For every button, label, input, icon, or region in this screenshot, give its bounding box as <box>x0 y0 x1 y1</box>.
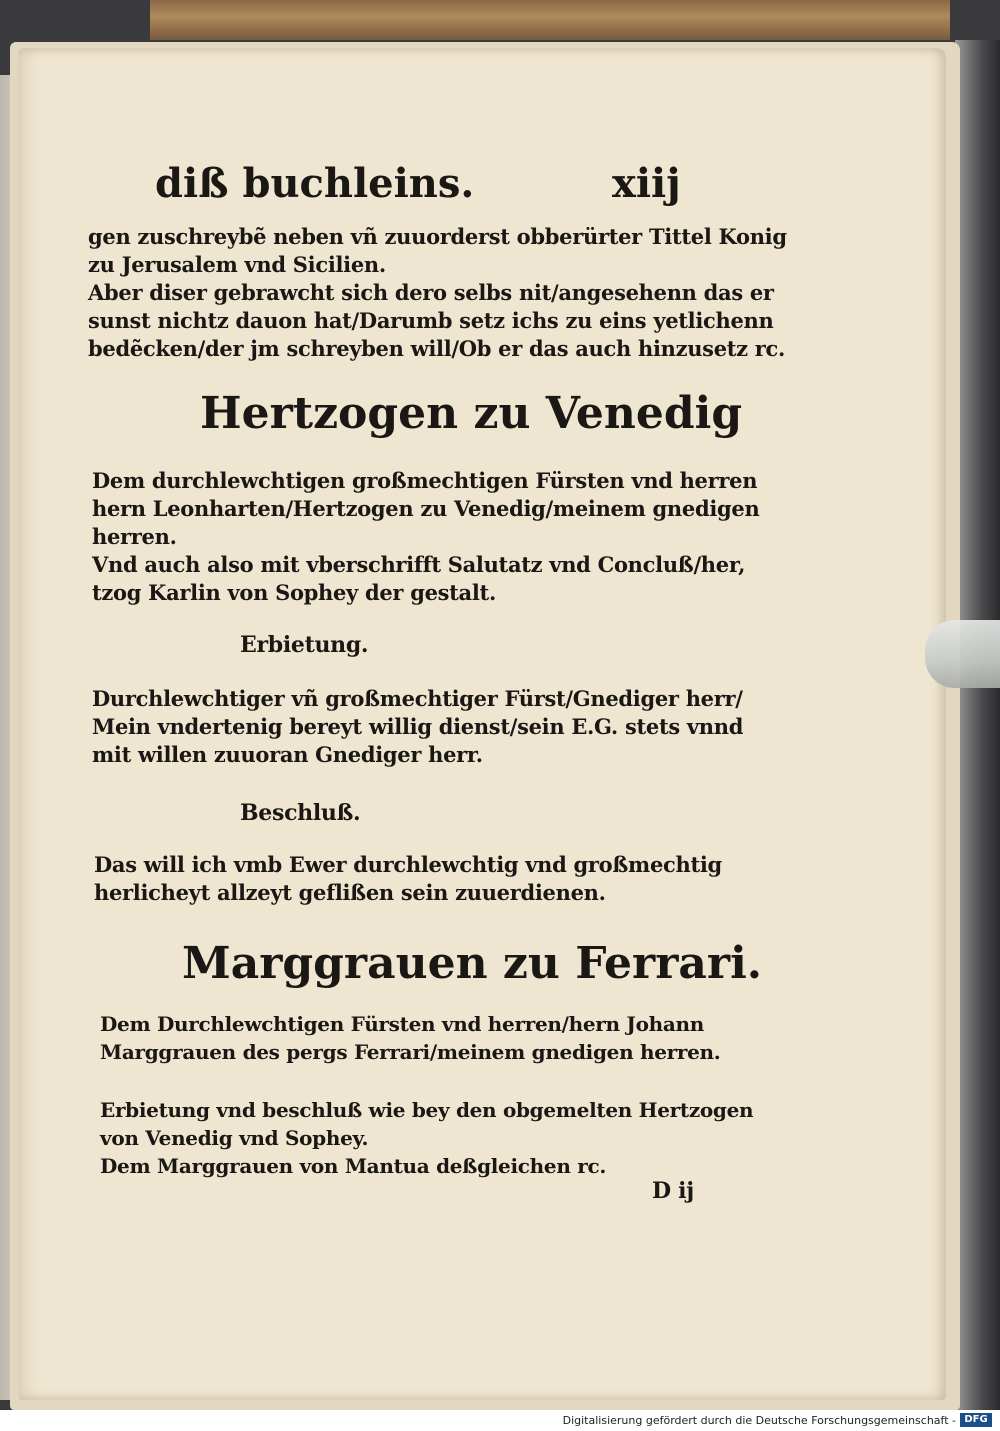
text-line: gen zuschreybẽ neben vñ zuuorderst obberürter Tittel Konig <box>88 224 787 249</box>
book-cover-right <box>955 40 1000 1410</box>
footer-credit: Digitalisierung gefördert durch die Deutsche Forschungsgemeinschaft - <box>562 1414 956 1427</box>
running-title: diß buchleins. <box>155 160 475 207</box>
text-line: Mein vndertenig bereyt willig dienst/sein E.G. stets vnnd <box>92 714 744 739</box>
text-line: sunst nichtz dauon hat/Darumb setz ichs zu eins yetlichenn <box>88 308 774 333</box>
subheading: Erbietung. <box>240 632 369 658</box>
section-heading: Marggrauen zu Ferrari. <box>182 938 763 989</box>
text-line: bedẽcken/der jm schreyben will/Ob er das auch hinzusetz rc. <box>88 336 786 361</box>
text-line: zu Jerusalem vnd Sicilien. <box>88 252 386 277</box>
text-line: hern Leonharten/Hertzogen zu Venedig/meinem gnedigen <box>92 496 760 521</box>
text-line: Aber diser gebrawcht sich dero selbs nit/angesehenn das er <box>88 280 774 305</box>
text-line: mit willen zuuoran Gnediger herr. <box>92 742 483 767</box>
text-line: Erbietung vnd beschluß wie bey den obgemelten Hertzogen <box>100 1098 754 1122</box>
signature-mark: D ij <box>652 1178 694 1204</box>
text-line: herren. <box>92 524 177 549</box>
text-line: Dem durchlewchtigen großmechtigen Fürsten vnd herren <box>92 468 758 493</box>
text-line: herlicheyt allzeyt geflißen sein zuuerdienen. <box>94 880 606 905</box>
text-line: Dem Durchlewchtigen Fürsten vnd herren/hern Johann <box>100 1012 705 1036</box>
footer-bar <box>0 1410 1000 1431</box>
text-line: Das will ich vmb Ewer durchlewchtig vnd großmechtig <box>94 852 722 877</box>
text-line: tzog Karlin von Sophey der gestalt. <box>92 580 496 605</box>
text-line: Marggrauen des pergs Ferrari/meinem gnedigen herren. <box>100 1040 721 1064</box>
section-heading: Hertzogen zu Venedig <box>200 388 743 439</box>
text-line: von Venedig vnd Sophey. <box>100 1126 369 1150</box>
page-clip <box>925 620 1000 688</box>
book-edge-top <box>150 0 950 40</box>
text-line: Vnd auch also mit vberschrifft Salutatz vnd Concluß/her, <box>92 552 746 577</box>
dfg-logo: DFG <box>960 1413 992 1427</box>
text-line: Durchlewchtiger vñ großmechtiger Fürst/Gnediger herr/ <box>92 686 743 711</box>
subheading: Beschluß. <box>240 800 361 826</box>
text-line: Dem Marggrauen von Mantua deßgleichen rc. <box>100 1154 607 1178</box>
folio-number: xiij <box>612 160 681 207</box>
